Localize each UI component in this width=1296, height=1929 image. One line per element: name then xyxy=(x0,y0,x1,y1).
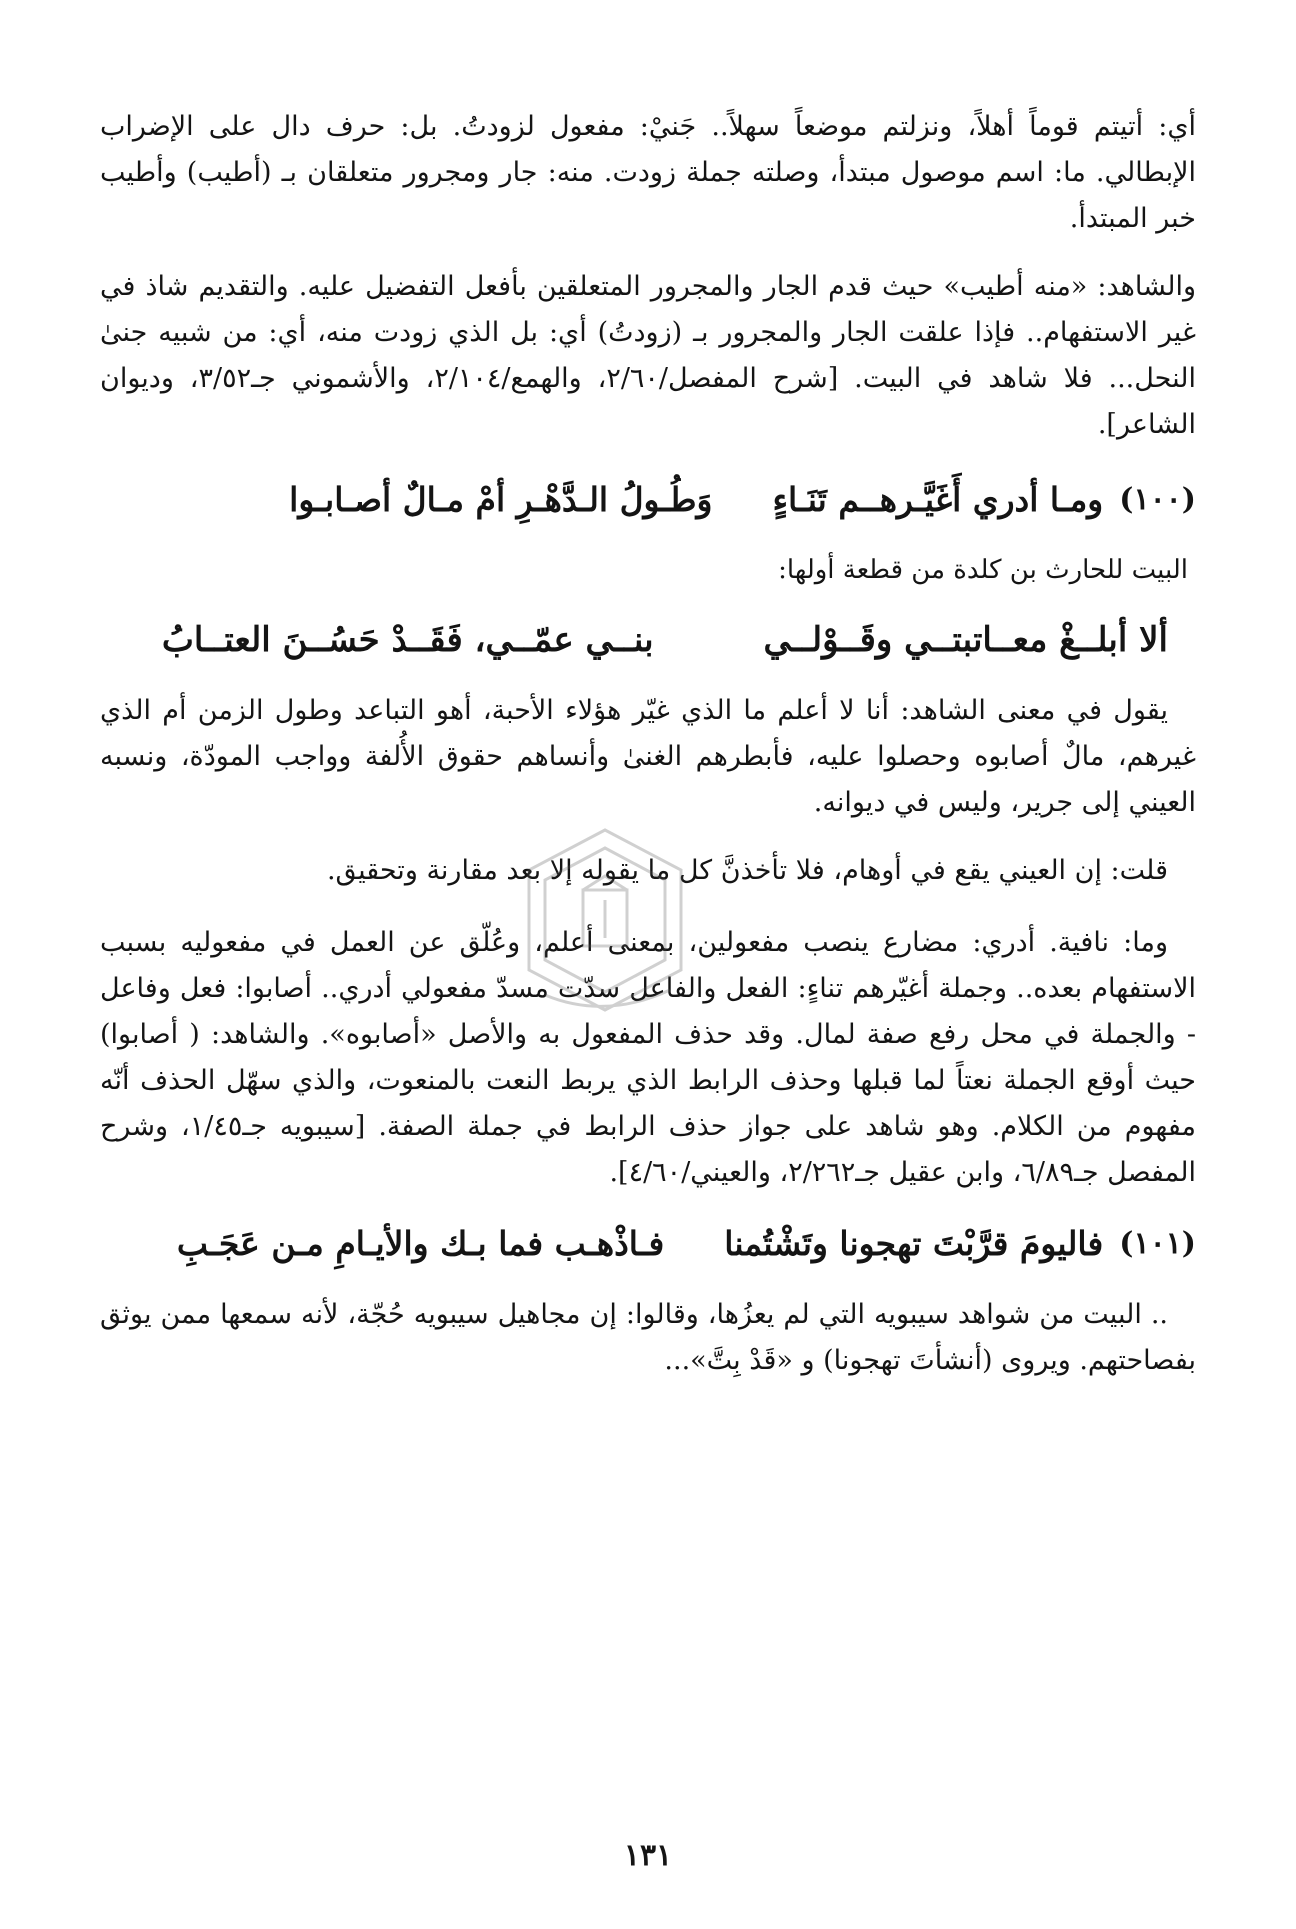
verse-opening-line xyxy=(100,614,1196,666)
paragraph-grammar: وما: نافية. أدري: مضارع ينصب مفعولين، بمعنى أعلم، وعُلّق عن العمل في مفعوليه بسبب الاستفهام بعده.. وجملة أغيّرهم تناءٍ: الفعل والفاعل سدّت مسدّ مفعولي أدري.. أصابوا: فعل وفاعل - والجملة في محل رفع صفة لمال. وقد حذف المفعول به والأصل «أصابوه». والشاهد: ( أصابوا) حيث أوقع الجملة نعتاً لما قبلها وحذف الرابط الذي يربط النعت بالمنعوت، والذي سهّل الحذف أنّه مفهوم من الكلام. وهو شاهد على جواز حذف الرابط في جملة الصفة. [سيبويه جـ١/٤٥، وشرح المفصل جـ٦/٨٩، وابن عقيل جـ٢/٢٦٢، والعيني/٤/٦٠]. xyxy=(100,927,1196,1188)
page-number: ١٣١ xyxy=(623,1838,673,1873)
paragraph-remark: قلت: إن العيني يقع في أوهام، فلا تأخذنَّ كل ما يقوله إلا بعد مقارنة وتحقيق. xyxy=(326,855,1168,886)
paragraph-meaning: يقول في معنى الشاهد: أنا لا أعلم ما الذي غيّر هؤلاء الأحبة، أهو التباعد وطول الزمن أم الذي غيرهم، مالٌ أصابوه وحصلوا عليه، فأبطرهم الغنىٰ وأنساهم حقوق الأُلفة وواجب المودّة، ونسبه العيني إلى جرير، وليس في ديوانه. xyxy=(100,695,1196,818)
verse-100 xyxy=(100,474,1196,526)
verse-attribution: البيت للحارث بن كلدة من قطعة أولها: xyxy=(778,555,1188,585)
verse-second-hemistich: بنــي عمّــي، فَقَــدْ حَسُــنَ العتــابُ xyxy=(161,620,654,660)
verse-first-hemistich: فاليومَ قرَّبْتَ تهجونا وتَشْتُمنا xyxy=(724,1224,1104,1263)
paragraph-evidence: والشاهد: «منه أطيب» حيث قدم الجار والمجرور المتعلقين بأفعل التفضيل عليه. والتقديم شاذ في غير الاستفهام.. فإذا علقت الجار والمجرور بـ (زودتُ) أي: بل الذي زودت منه، أي: من شبيه جنىٰ النحل... فلا شاهد في البيت. [شرح المفصل/٢/٦٠، والهمع/٢/١٠٤، والأشموني جـ٣/٥٢، وديوان الشاعر]. xyxy=(100,271,1196,440)
verse-number: (١٠٠) xyxy=(1119,482,1196,517)
paragraph-explanation: أي: أتيتم قوماً أهلاً، ونزلتم موضعاً سهلاً.. جَنيْ: مفعول لزودتُ. بل: حرف دال على الإضراب الإبطالي. ما: اسم موصول مبتدأ، وصلته جملة زودت. منه: جار ومجرور متعلقان بـ (أطيب) وأطيب خبر المبتدأ. xyxy=(100,111,1196,234)
verse-second-hemistich: فـاذْهـب فما بـك والأيـامِ مـن عَجَـبِ xyxy=(176,1224,665,1263)
verse-first-hemistich: ومـا أدري أَغَيَّـرهــم تَنَـاءٍ xyxy=(772,480,1104,519)
paragraph-sibawayh-note: .. البيت من شواهد سيبويه التي لم يعزُها، وقالوا: إن مجاهيل سيبويه حُجّة، لأنه سمعها ممن يوثق بفصاحتهم. ويروى (أنشأتَ تهجونا) و «قَدْ بِتَّ»... xyxy=(100,1299,1196,1376)
verse-101 xyxy=(100,1218,1196,1270)
verse-first-hemistich: ألا أبلــغْ معــاتبتــي وقَــوْلــي xyxy=(763,620,1168,660)
verse-number: (١٠١) xyxy=(1119,1226,1196,1261)
verse-second-hemistich: وَطُـولُ الـدَّهْـرِ أمْ مـالٌ أصـابـوا xyxy=(289,480,713,519)
